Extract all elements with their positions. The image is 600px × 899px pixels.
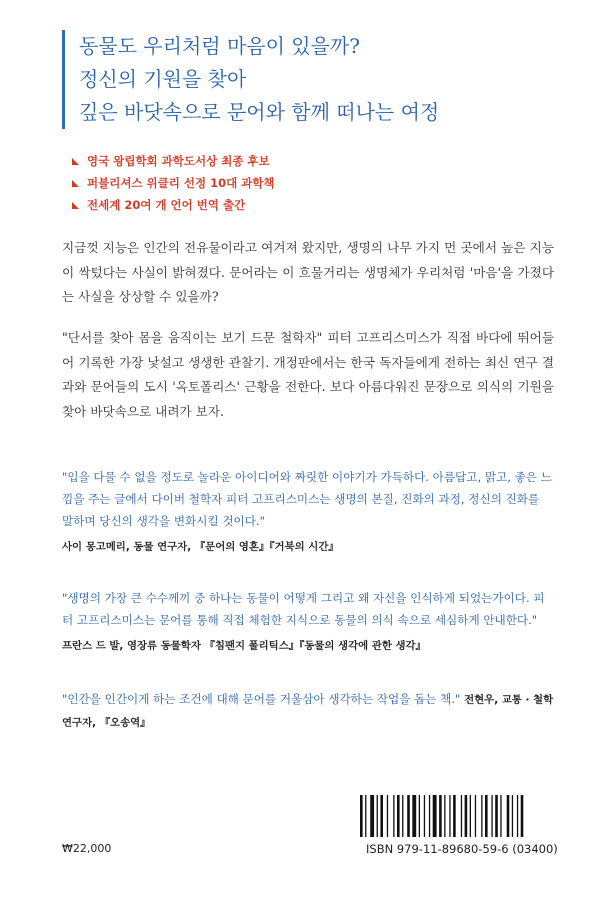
award-item: [72, 150, 275, 172]
endorsement-quote: [62, 587, 554, 652]
description-paragraph: "단서를 찾아 몸을 움직이는 보기 드문 철학자" 피터 고프리스미스가 직접 바다에 뛰어들어 기록한 가장 낯설고 생생한 관찰기. 개정판에서는 한국 독자들에게 전하는 최신 연구 결과와 문어들의 도시 '옥토폴리스' 근황을 전한다. 보다 아름다워진 문장으로 의식의 기원을 찾아 바닷속으로 내려가 보자.: [62, 330, 554, 419]
headline-line: 동물도 우리처럼 마음이 있을까?: [79, 34, 360, 58]
quote-text: "입을 다물 수 없을 정도로 놀라운 아이디어와 짜릿한 이야기가 가득하다. 아름답고, 맑고, 좋은 느낌을 주는 글에서 다이버 철학자 피터 고프리스미스는 생명의 본질, 진화의 과정, 정신의 진화를 말하며 당신의 생각을 변화시킬 것이다.": [62, 470, 552, 528]
award-item: [72, 172, 275, 194]
quote-source: 전현우, 교통 · 철학 연구자, 『오송역』: [62, 694, 554, 729]
intro-paragraph: 지금껏 지능은 인간의 전유물이라고 여겨져 왔지만, 생명의 나무 가지 먼 곳에서 높은 지능이 싹텄다는 사실이 밝혀졌다. 문어라는 이 흐물거리는 생명체가 우리처럼 '마음'을 가졌다는 사실을 상상할 수 있을까?: [62, 240, 554, 304]
award-label: 퍼블리셔스 위클리 선정 10대 과학책: [87, 176, 275, 190]
isbn: ISBN 979-11-89680-59-6 (03400): [366, 842, 558, 856]
headline-line: 정신의 기원을 찾아: [79, 67, 247, 91]
endorsement-quote: [62, 466, 554, 553]
quote-source: 사이 몽고메리, 동물 연구자, 『문어의 영혼』『거북의 시간』: [62, 541, 339, 553]
quote-text: "생명의 가장 큰 수수께끼 중 하나는 동물이 어떻게 그리고 왜 자신을 인식하게 되었는가이다. 피터 고프리스미스는 문어를 통해 직접 체험한 지식으로 동물의 의식 속으로 세심하게 안내한다.": [62, 591, 545, 627]
triangle-bullet-icon: [72, 180, 79, 187]
awards-list: [72, 150, 275, 216]
headline-line: 깊은 바닷속으로 문어와 함께 떠나는 여정: [79, 100, 440, 124]
price: ₩22,000: [62, 842, 112, 855]
award-label: 전세계 20여 개 언어 번역 출간: [87, 198, 246, 212]
barcode-image: [360, 795, 560, 837]
quote-text: "인간을 인간이게 하는 조건에 대해 문어를 거울삼아 생각하는 작업을 돕는 책.": [62, 692, 461, 706]
quote-text-with-source: [62, 688, 554, 734]
triangle-bullet-icon: [72, 202, 79, 209]
award-label: 영국 왕립학회 과학도서상 최종 후보: [87, 154, 270, 168]
headline: [62, 30, 579, 129]
endorsement-quote: [62, 688, 554, 734]
quote-source: 프란스 드 발, 영장류 동물학자 『침팬지 폴리틱스』『동물의 생각에 관한 생각』: [62, 640, 426, 652]
triangle-bullet-icon: [72, 158, 79, 165]
award-item: [72, 194, 275, 216]
